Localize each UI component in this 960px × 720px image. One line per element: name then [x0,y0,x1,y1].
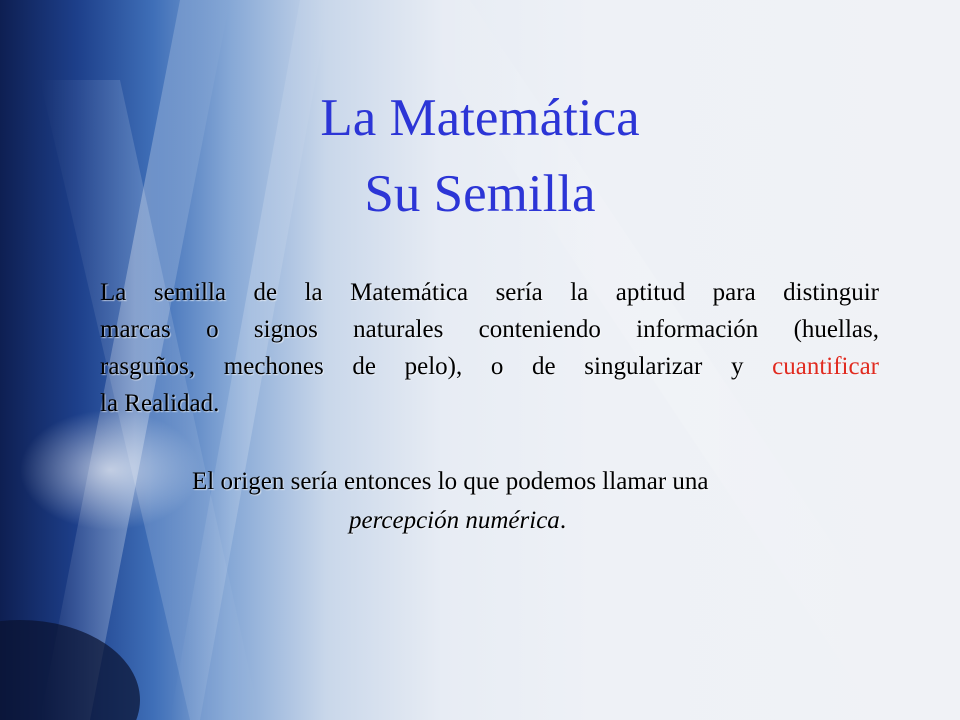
paragraph-line-3-text: rasguños, mechones de pelo), o de singularizar y [100,353,744,380]
paragraph-line-3 [100,348,879,385]
title-line-1: La Matemática [320,89,640,147]
origin-line-1: El origen sería entonces lo que podemos llamar una [192,468,709,495]
paragraph-line-2: marcas o signos naturales conteniendo información (huellas, [100,316,879,343]
highlight-word: cuantificar [772,353,879,380]
paragraph-line-4-end: . [213,390,220,417]
title-line-2: Su Semilla [364,165,596,223]
body-paragraph [100,274,879,422]
paragraph-line-4 [100,385,879,422]
origin-italic-term: percepción numérica [349,507,560,534]
paragraph-line-4-text: la Realidad [100,390,214,417]
origin-line-2 [349,507,749,535]
paragraph-line-1: La semilla de la Matemática sería la aptitud para distinguir [100,279,879,306]
origin-line-2-end: . [559,507,567,534]
